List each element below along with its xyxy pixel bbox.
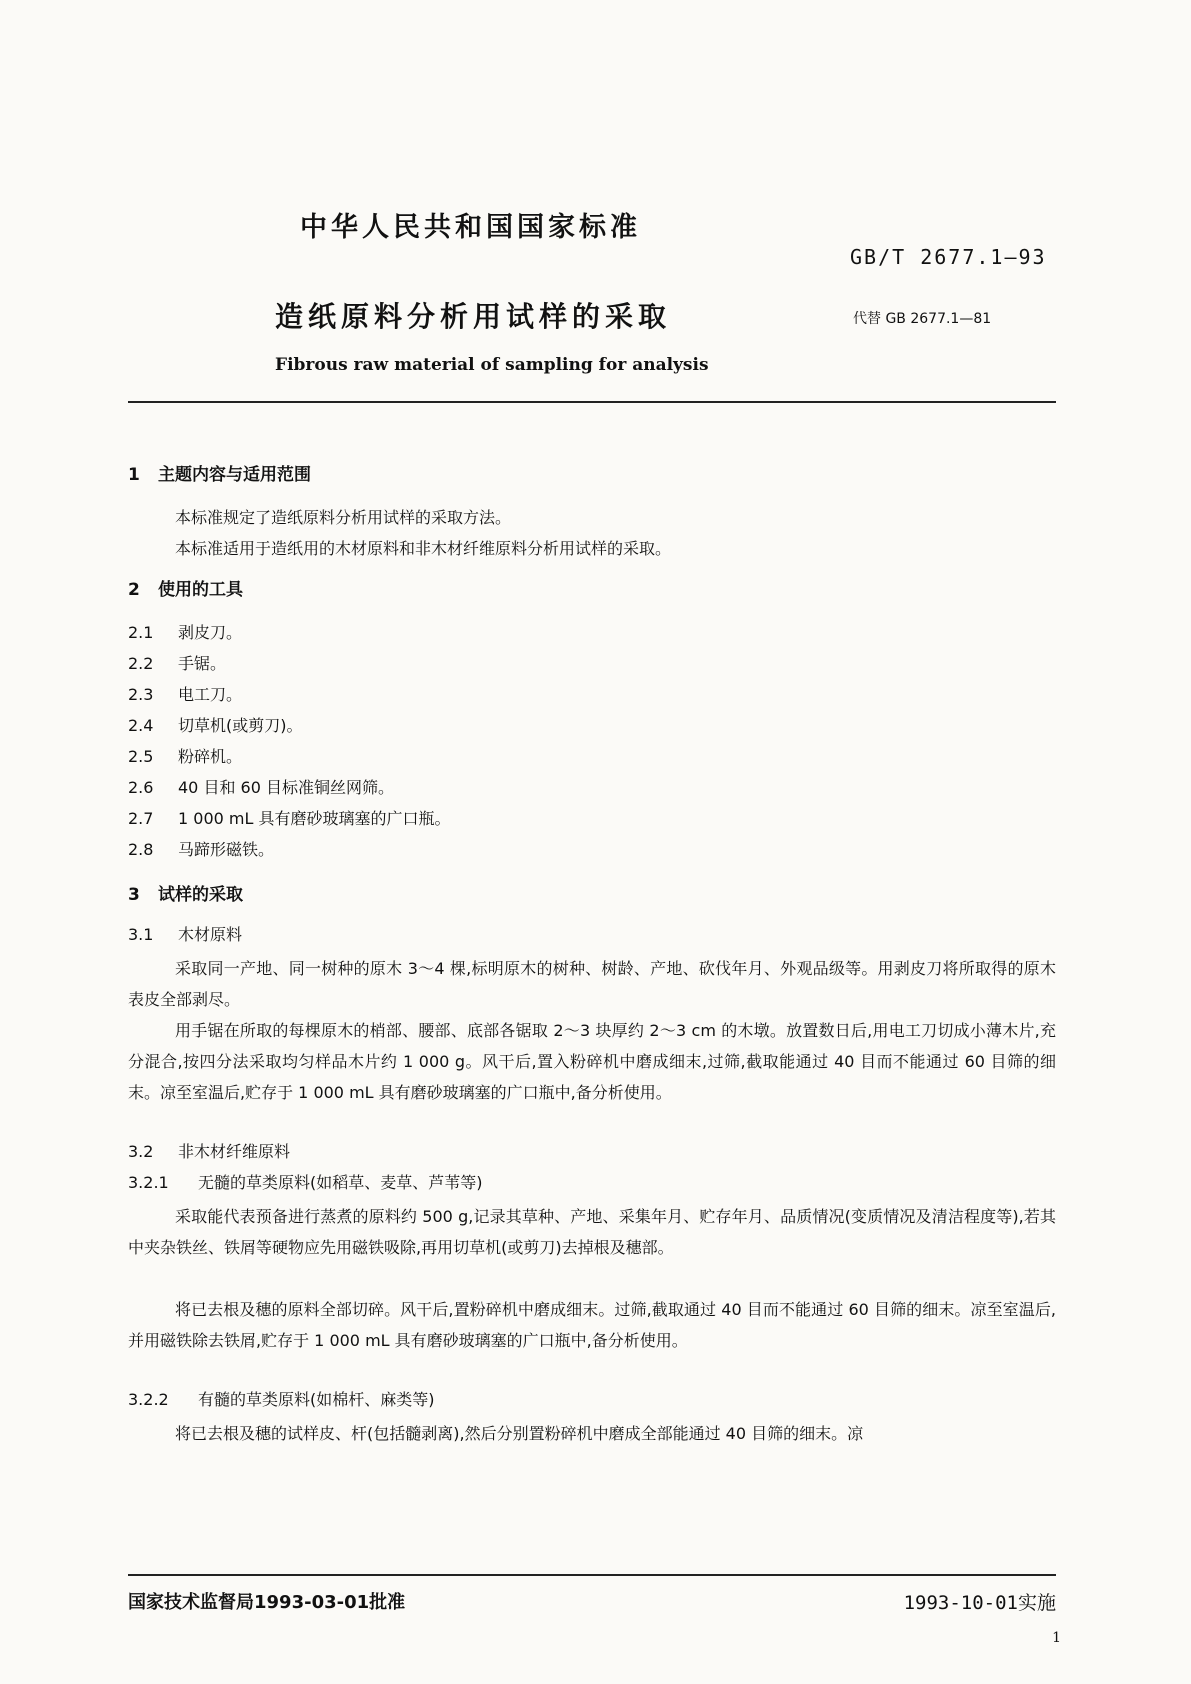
tool-item xyxy=(128,620,242,643)
subsection-3-2-1-para-2: 将已去根及穗的原料全部切碎。风干后,置粉碎机中磨成细末。过筛,截取通过 40 目而不能通过 60 目筛的细末。凉至室温后,并用磁铁除去铁屑,贮存于 1 000 mL 具有磨砂玻璃塞的广口瓶中,备分析使用。 xyxy=(128,1300,1056,1350)
subsection-number: 3.2.2 xyxy=(128,1390,169,1409)
tool-text: 40 目和 60 目标准铜丝网筛。 xyxy=(178,778,394,797)
subsection-3-1-para-1: 采取同一产地、同一树种的原木 3～4 棵,标明原木的树种、树龄、产地、砍伐年月、外观品级等。用剥皮刀将所取得的原木表皮全部剥尽。 xyxy=(128,959,1056,1009)
tool-number: 2.8 xyxy=(128,840,154,859)
tool-item xyxy=(128,713,303,736)
standard-title: 中华人民共和国国家标准 xyxy=(300,212,641,243)
tool-number: 2.7 xyxy=(128,809,154,828)
tool-number: 2.5 xyxy=(128,747,154,766)
section-2-heading xyxy=(128,575,243,600)
subsection-3-2-1-heading xyxy=(128,1170,483,1193)
section-3-heading xyxy=(128,880,243,905)
footer-divider xyxy=(128,1574,1056,1576)
subsection-title: 非木材纤维原料 xyxy=(178,1142,291,1161)
tool-number: 2.3 xyxy=(128,685,154,704)
subsection-title: 有髓的草类原料(如棉杆、麻类等) xyxy=(198,1390,435,1409)
subsection-number: 3.2 xyxy=(128,1142,154,1161)
subsection-3-1-heading xyxy=(128,922,242,945)
subsection-3-1-para-2: 用手锯在所取的每棵原木的梢部、腰部、底部各锯取 2～3 块厚约 2～3 cm 的木墩。放置数日后,用电工刀切成小薄木片,充分混合,按四分法采取均匀样品木片约 1 000 g。风干后,置入粉碎机中磨成细末,过筛,截取能通过 40 目而不能通过 60 目筛的细末。凉至室温后,贮存于 1 000 mL 具有磨砂玻璃塞的广口瓶中,备分析使用。 xyxy=(128,1021,1056,1102)
tool-item xyxy=(128,837,274,860)
subsection-title: 无髓的草类原料(如稻草、麦草、芦苇等) xyxy=(198,1173,483,1192)
section-1-number: 1 xyxy=(128,465,140,485)
section-1-para-2: 本标准适用于造纸用的木材原料和非木材纤维原料分析用试样的采取。 xyxy=(175,539,672,558)
tool-number: 2.6 xyxy=(128,778,154,797)
section-2-number: 2 xyxy=(128,580,140,600)
subsection-3-2-2-heading xyxy=(128,1387,435,1410)
tool-text: 电工刀。 xyxy=(178,685,243,704)
section-1-heading xyxy=(128,460,311,485)
tool-number: 2.4 xyxy=(128,716,154,735)
tool-item xyxy=(128,775,394,798)
subsection-3-2-2-para-1: 将已去根及穗的试样皮、杆(包括髓剥离),然后分别置粉碎机中磨成全部能通过 40 目筛的细末。凉 xyxy=(175,1424,864,1443)
tool-text: 手锯。 xyxy=(178,654,227,673)
tool-text: 马蹄形磁铁。 xyxy=(178,840,275,859)
replaces-note: 代替 GB 2677.1—81 xyxy=(853,311,992,327)
tool-text: 1 000 mL 具有磨砂玻璃塞的广口瓶。 xyxy=(178,809,451,828)
section-3-title: 试样的采取 xyxy=(158,885,243,905)
section-2-title: 使用的工具 xyxy=(158,580,243,600)
section-1-title: 主题内容与适用范围 xyxy=(158,465,311,485)
implementation-date: 1993-10-01实施 xyxy=(903,1592,1056,1614)
subsection-title: 木材原料 xyxy=(178,925,243,944)
approval-date: 国家技术监督局1993-03-01批准 xyxy=(128,1592,406,1613)
subsection-3-2-1-para-1: 采取能代表预备进行蒸煮的原料约 500 g,记录其草种、产地、采集年月、贮存年月、品质情况(变质情况及清洁程度等),若其中夹杂铁丝、铁屑等硬物应先用磁铁吸除,再用切草机(或剪刀)去掉根及穗部。 xyxy=(128,1207,1056,1257)
subsection-number: 3.2.1 xyxy=(128,1173,169,1192)
standard-code: GB/T 2677.1—93 xyxy=(850,245,1047,269)
tool-number: 2.1 xyxy=(128,623,154,642)
header-divider xyxy=(128,401,1056,403)
section-3-number: 3 xyxy=(128,885,140,905)
subsection-3-2-heading xyxy=(128,1139,290,1162)
tool-item xyxy=(128,744,242,767)
tool-text: 粉碎机。 xyxy=(178,747,243,766)
tool-number: 2.2 xyxy=(128,654,154,673)
tool-item xyxy=(128,651,226,674)
section-1-para-1: 本标准规定了造纸原料分析用试样的采取方法。 xyxy=(175,508,512,527)
tool-item xyxy=(128,806,450,829)
tool-text: 剥皮刀。 xyxy=(178,623,243,642)
tool-text: 切草机(或剪刀)。 xyxy=(178,716,303,735)
english-title: Fibrous raw material of sampling for analysis xyxy=(275,355,709,375)
subsection-number: 3.1 xyxy=(128,925,154,944)
tool-item xyxy=(128,682,242,705)
document-title: 造纸原料分析用试样的采取 xyxy=(275,300,672,333)
page-number: 1 xyxy=(1052,1630,1061,1646)
